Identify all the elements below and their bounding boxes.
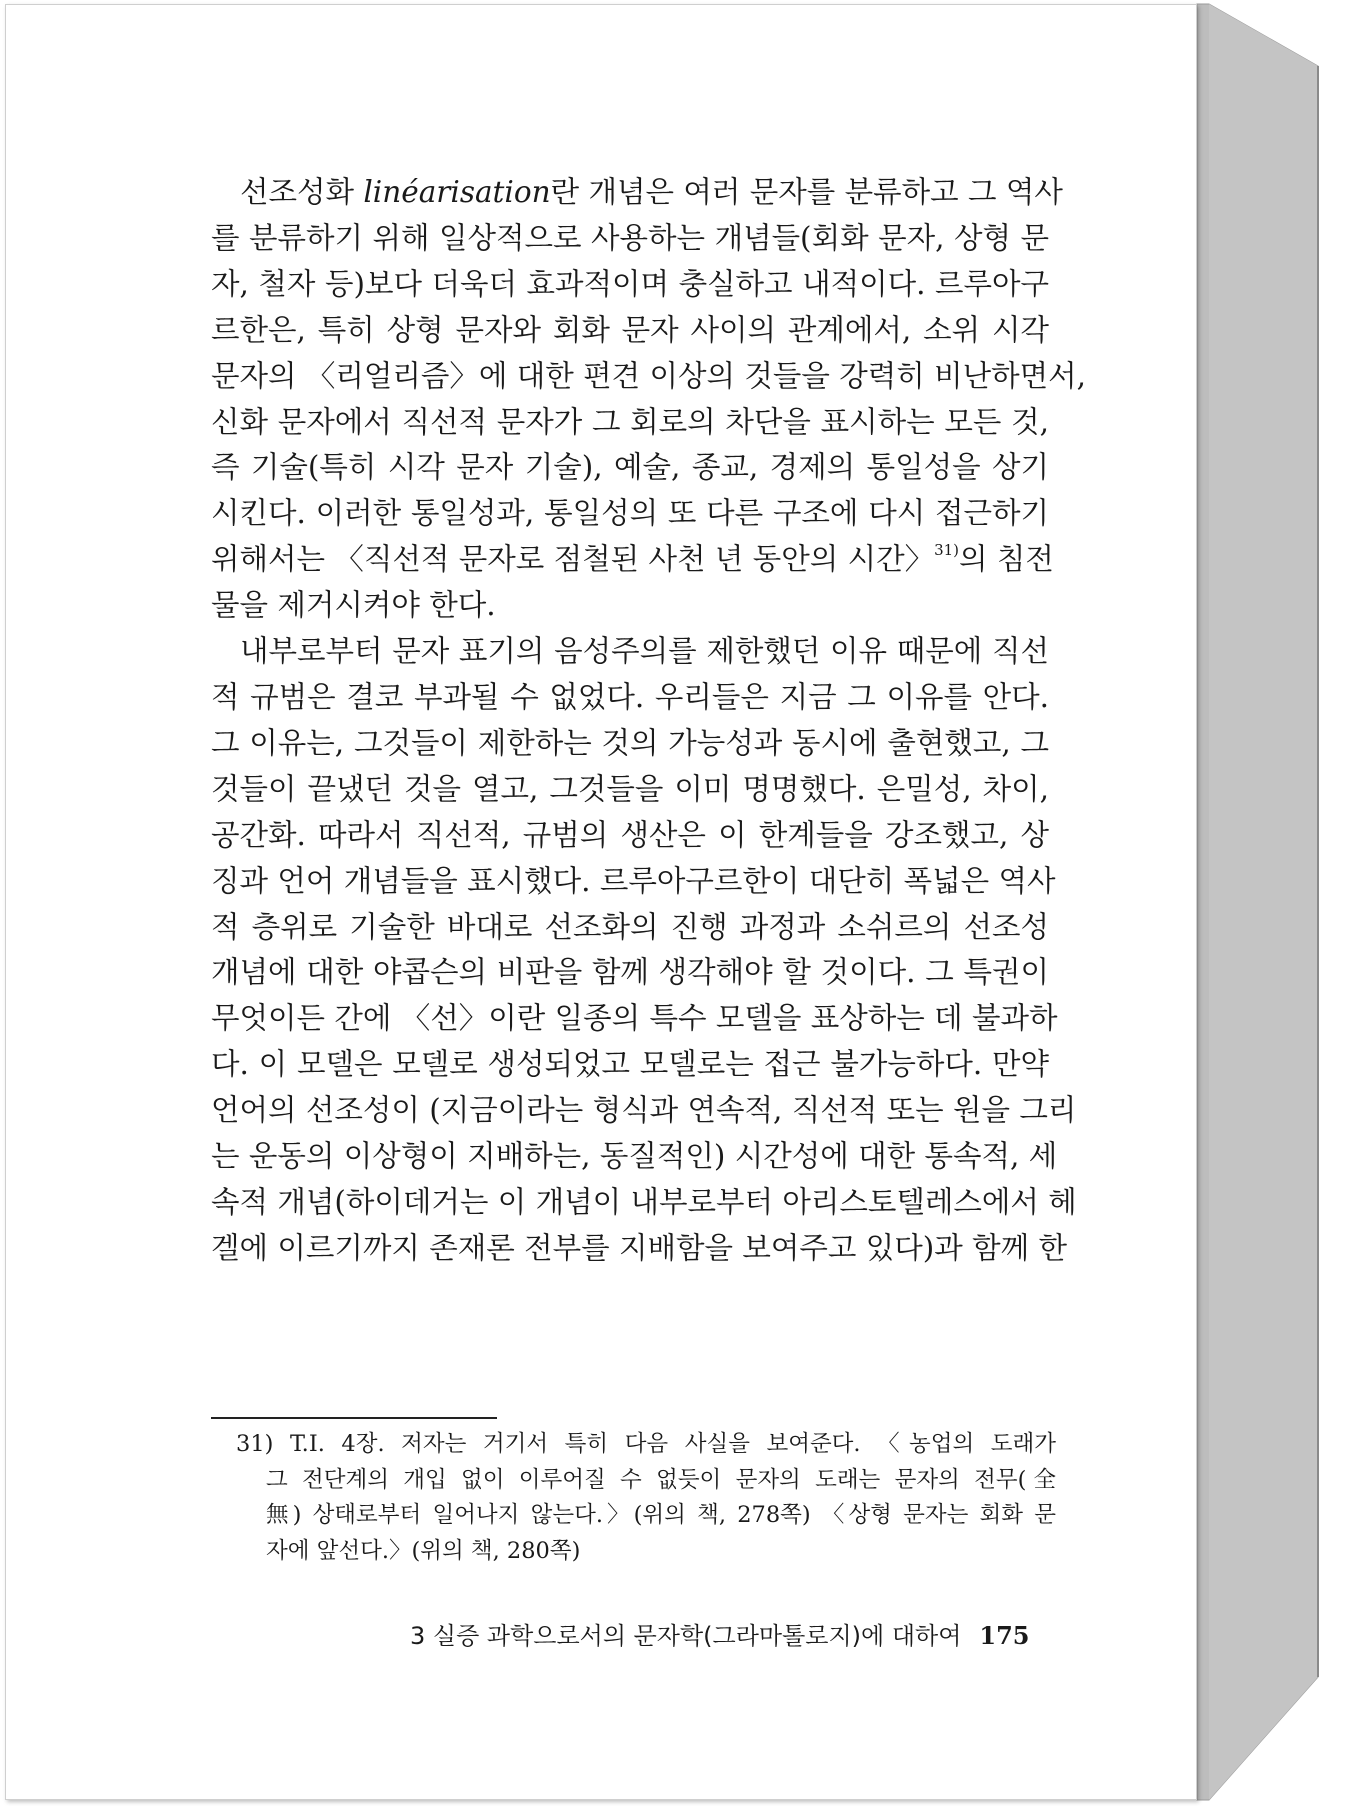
chapter-title: 3 실증 과학으로서의 문자학(그라마톨로지)에 대하여	[410, 1622, 962, 1650]
body-line: 즉 기술(특히 시각 문자 기술), 예술, 종교, 경제의 통일성을 상기	[211, 450, 1049, 485]
footnote-line: 31) T.I. 4장. 저자는 거기서 특히 다음 사실을 보여준다. 〈농업의 도래가	[236, 1431, 1056, 1457]
body-line: 개념에 대한 야콥슨의 비판을 함께 생각해야 할 것이다. 그 특권이	[211, 955, 1049, 990]
body-line: 문자의 〈리얼리즘〉에 대한 편견 이상의 것들을 강력히 비난하면서,	[211, 358, 1086, 393]
body-line: 언어의 선조성이 (지금이라는 형식과 연속적, 직선적 또는 원을 그리	[211, 1093, 1077, 1128]
body-line: 자, 철자 등)보다 더욱더 효과적이며 충실하고 내적이다. 르루아구	[211, 266, 1049, 301]
footnote-line: 그 전단계의 개입 없이 이루어질 수 없듯이 문자의 도래는 문자의 전무(全	[266, 1466, 1056, 1493]
body-line: 위해서는 〈직선적 문자로 점철된 사천 년 동안의 시간〉$^{31)}$의 침전	[211, 541, 1054, 577]
body-line: 내부로부터 문자 표기의 음성주의를 제한했던 이유 때문에 직선	[240, 634, 1049, 669]
footnote-reference: 31)	[934, 541, 960, 560]
french-term: linéarisation	[363, 175, 551, 209]
footnote-line: 자에 앞선다.〉(위의 책, 280쪽)	[266, 1537, 581, 1564]
body-line: 다. 이 모델은 모델로 생성되었고 모델로는 접근 불가능하다. 만약	[211, 1047, 1049, 1082]
running-footer	[410, 1620, 1030, 1652]
body-line: 물을 제거시켜야 한다.	[211, 588, 496, 623]
body-line: 적 층위로 기술한 바대로 선조화의 진행 과정과 소쉬르의 선조성	[211, 909, 1049, 944]
body-line: 무엇이든 간에 〈선〉이란 일종의 특수 모델을 표상하는 데 불과하	[211, 1001, 1058, 1036]
footnotes	[236, 1427, 1056, 1569]
body-line: 속적 개념(하이데거는 이 개념이 내부로부터 아리스토텔레스에서 헤	[211, 1184, 1077, 1219]
body-line: 신화 문자에서 직선적 문자가 그 회로의 차단을 표시하는 모든 것,	[211, 404, 1049, 439]
footnote-line: 無) 상태로부터 일어나지 않는다.〉(위의 책, 278쪽) 〈상형 문자는 회화 문	[266, 1502, 1056, 1528]
page-number: 175	[979, 1621, 1030, 1650]
body-line: 시킨다. 이러한 통일성과, 통일성의 또 다른 구조에 다시 접근하기	[211, 496, 1049, 531]
body-line: 것들이 끝냈던 것을 열고, 그것들을 이미 명명했다. 은밀성, 차이,	[211, 771, 1049, 806]
body-line: 선조성화 linéarisation란 개념은 여러 문자를 분류하고 그 역사	[240, 175, 1063, 209]
footnote-divider	[211, 1417, 497, 1419]
body-line: 적 규범은 결코 부과될 수 없었다. 우리들은 지금 그 이유를 안다.	[211, 679, 1049, 714]
body-line: 그 이유는, 그것들이 제한하는 것의 가능성과 동시에 출현했고, 그	[211, 725, 1049, 760]
body-text	[211, 170, 1086, 1272]
body-line: 징과 언어 개념들을 표시했다. 르루아구르한이 대단히 폭넓은 역사	[211, 863, 1056, 898]
body-line: 를 분류하기 위해 일상적으로 사용하는 개념들(회화 문자, 상형 문	[211, 220, 1049, 255]
body-line: 르한은, 특히 상형 문자와 회화 문자 사이의 관계에서, 소위 시각	[211, 312, 1049, 347]
body-line: 는 운동의 이상형이 지배하는, 동질적인) 시간성에 대한 통속적, 세	[211, 1139, 1058, 1174]
body-line: 공간화. 따라서 직선적, 규범의 생산은 이 한계들을 강조했고, 상	[211, 817, 1049, 852]
body-line: 겔에 이르기까지 존재론 전부를 지배함을 보여주고 있다)과 함께 한	[211, 1230, 1067, 1265]
